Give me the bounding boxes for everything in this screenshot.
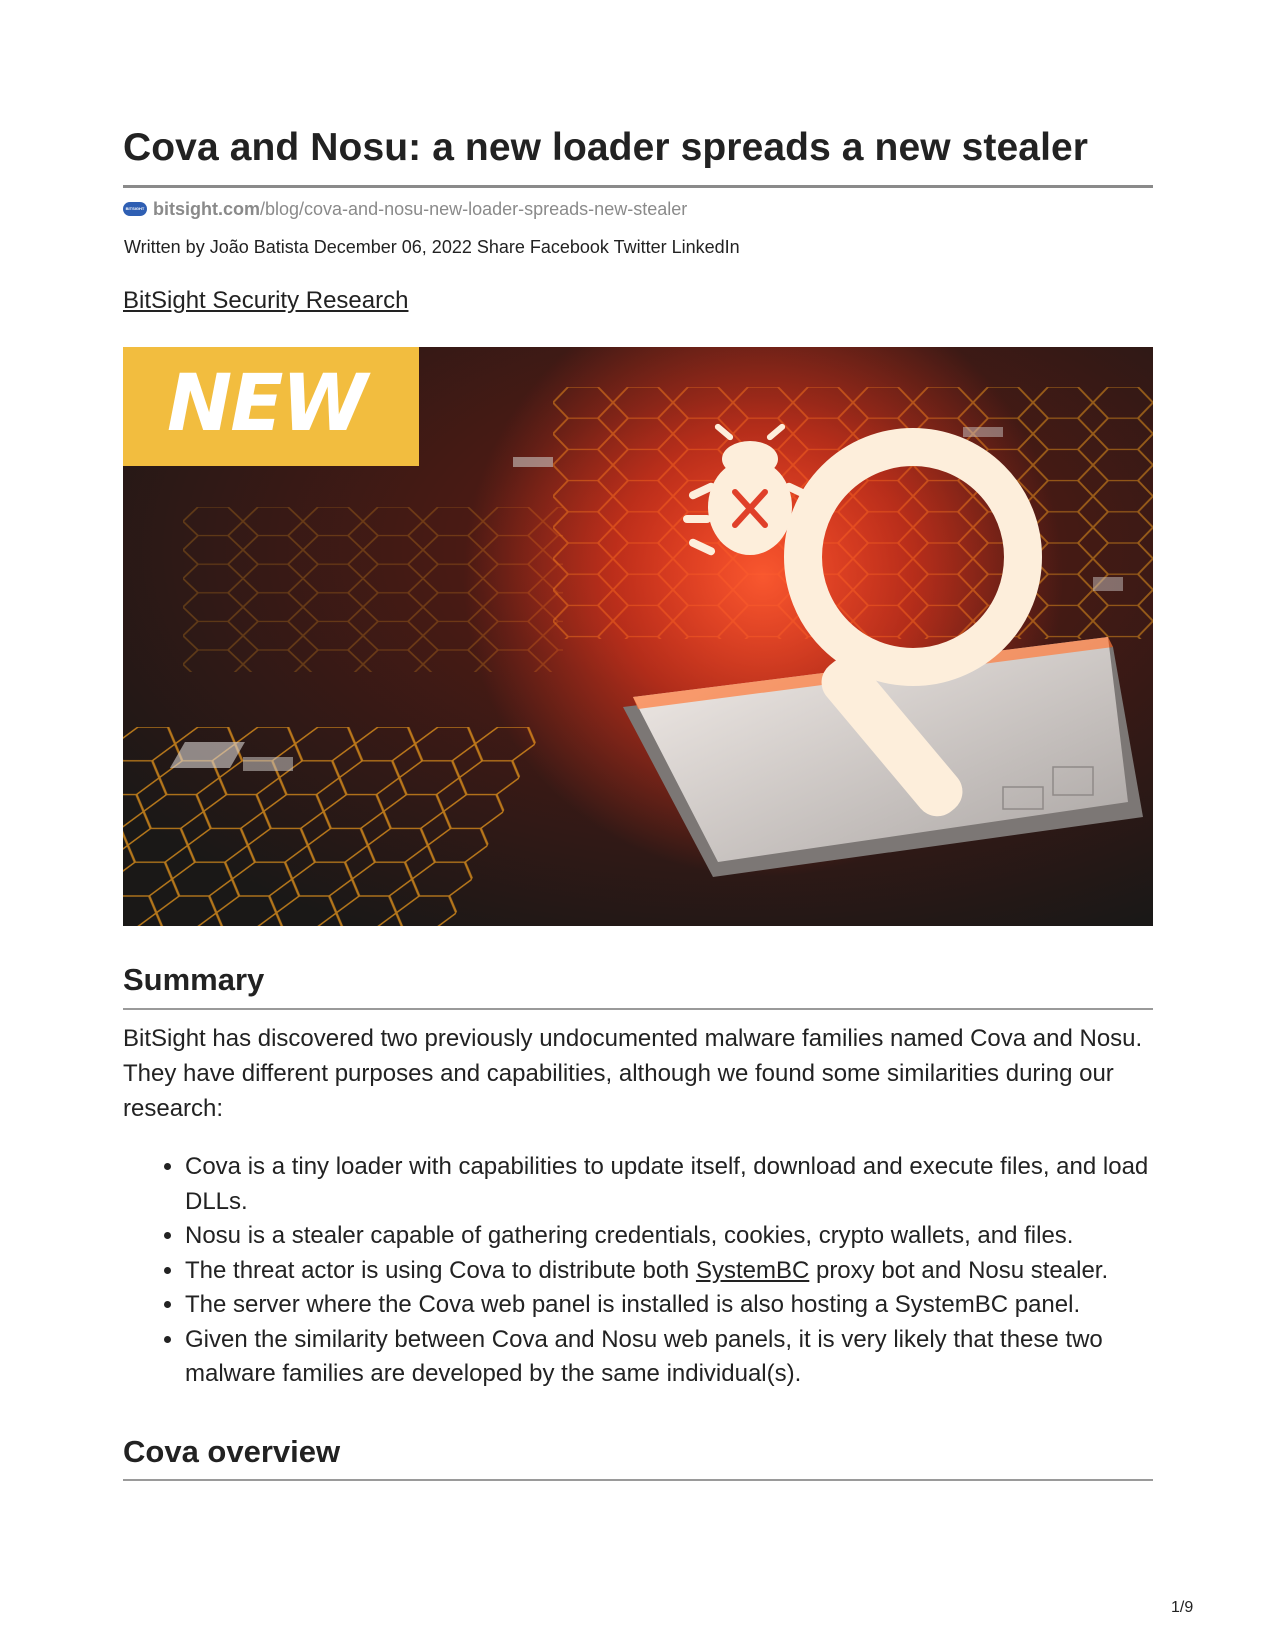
list-item [185, 1254, 1153, 1289]
summary-divider [123, 1008, 1153, 1010]
list-item: • The server where the Cova web panel is installed is also hosting a SystemBC panel. [185, 1288, 1153, 1323]
source-path: /blog/cova-and-nosu-new-loader-spreads-new-stealer [260, 198, 688, 219]
source-url[interactable] [123, 197, 687, 221]
source-domain: bitsight.com [153, 198, 260, 219]
list-item-text: proxy bot and Nosu stealer. [809, 1256, 1109, 1284]
list-item-text: The threat actor is using Cova to distribute both [185, 1256, 696, 1284]
summary-list [123, 1150, 1153, 1392]
bitsight-favicon-icon: BITSIGHT [123, 202, 147, 216]
list-item: • Given the similarity between Cova and Nosu web panels, it is very likely that these two malware families are developed by the same individual(s). [185, 1323, 1153, 1392]
list-item: • Nosu is a stealer capable of gathering credentials, cookies, crypto wallets, and files. [185, 1219, 1153, 1254]
new-badge-text: NEW [167, 359, 366, 449]
cova-overview-heading: Cova overview [123, 1434, 341, 1469]
page-number: 1/9 [1171, 1599, 1194, 1616]
article-byline: Written by João Batista December 06, 2022 Share Facebook Twitter LinkedIn [124, 237, 740, 257]
hero-image [123, 347, 1153, 926]
title-divider [123, 185, 1153, 188]
summary-intro: BitSight has discovered two previously undocumented malware families named Cova and Nosu. They have different purposes and capabilities, although we found some similarities during our research: [123, 1025, 1143, 1122]
systembc-link[interactable]: SystemBC [695, 1256, 810, 1284]
cova-overview-divider [123, 1479, 1153, 1481]
summary-heading: Summary [123, 962, 265, 997]
article-title: Cova and Nosu: a new loader spreads a new stealer [123, 126, 1089, 169]
bitsight-security-research-link[interactable]: BitSight Security Research [123, 287, 409, 314]
list-item: • Cova is a tiny loader with capabilities to update itself, download and execute files, and load DLLs. [185, 1150, 1153, 1219]
new-badge [123, 347, 419, 466]
